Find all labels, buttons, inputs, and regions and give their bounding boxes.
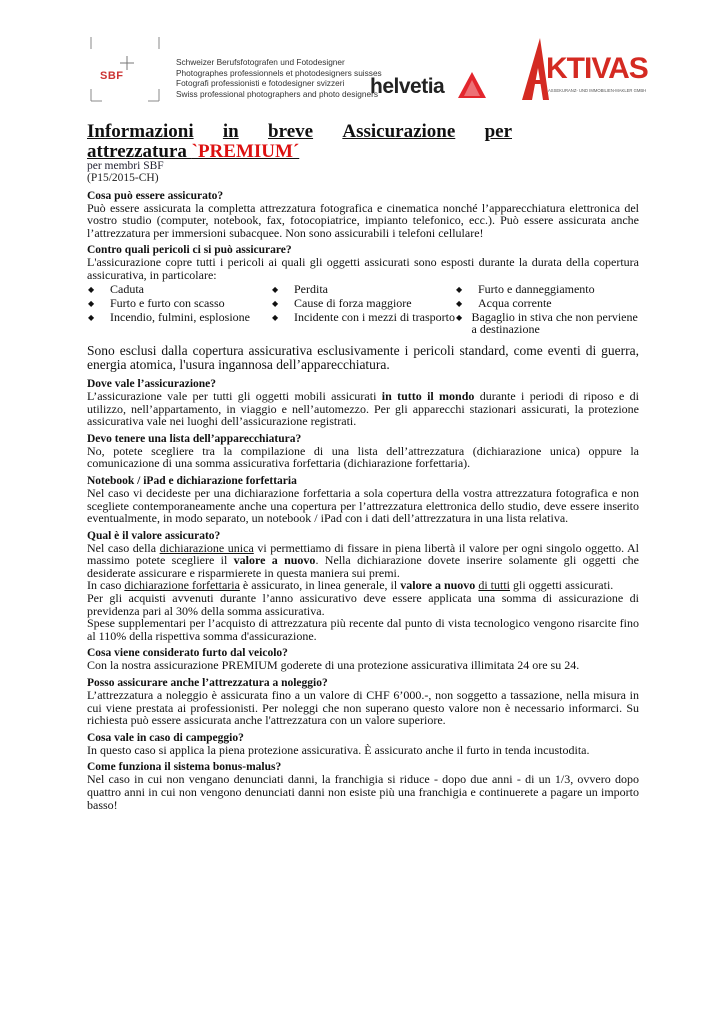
sbf-line-de: Schweizer Berufsfotografen und Fotodesigner bbox=[176, 57, 345, 67]
bullet-icon: ◆ bbox=[88, 284, 95, 294]
text-part: Nel caso della bbox=[87, 540, 160, 555]
list-item bbox=[271, 283, 455, 297]
text-bold: valore a nuovo bbox=[400, 578, 476, 593]
sbf-logo-text: SBF bbox=[100, 70, 124, 82]
sbf-association-names bbox=[176, 57, 382, 99]
helvetia-logo bbox=[370, 70, 488, 102]
list-item-text: Cause di forza maggiore bbox=[294, 295, 412, 310]
answer-camping: In questo caso si applica la piena protezione assicurativa. È assicurato anche il furto in tenda incustodita. bbox=[87, 742, 590, 757]
answer-where bbox=[87, 390, 639, 428]
document-body bbox=[87, 122, 639, 811]
sbf-line-it: Fotografi professionisti e fotodesigner svizzeri bbox=[176, 78, 345, 89]
question-where: Dove vale l’assicurazione? bbox=[87, 377, 217, 390]
answer-rent: L’attrezzatura a noleggio è assicurata fino a un valore di CHF 6’000.-, non soggetto a tassazione, nella misura in cui viene prestata ai professionisti. Per noleggi che non superano questo valore non è necessario informarci. Su richiesta può essere assicurata anche l'attrezzatura con un valore superiore. bbox=[87, 688, 639, 728]
question-rent: Posso assicurare anche l’attrezzatura a noleggio? bbox=[87, 677, 328, 690]
list-item-text: Acqua corrente bbox=[478, 295, 552, 310]
bullet-icon: ◆ bbox=[456, 312, 463, 322]
text-part: In caso bbox=[87, 578, 125, 593]
answer-where-part: durante i periodi di riposo e di utilizzo, nell’appartamento, in viaggio e nell’automezzo. Per gli apparecchi stazionari assicurati, la protezione assicurativa vale nei luoghi dell’assicurazione registrati. bbox=[87, 388, 639, 429]
question-list: Devo tenere una lista dell’apparecchiatura? bbox=[87, 432, 302, 445]
list-item-text: Furto e furto con scasso bbox=[110, 295, 225, 310]
answer-value-unique bbox=[87, 542, 639, 580]
aktivas-tagline: ASSEKURANZ- UND IMMOBILIEN-MAKLER GMBH bbox=[548, 88, 647, 93]
text-underlined: dichiarazione unica bbox=[159, 540, 254, 555]
helvetia-logo-text: helvetia bbox=[370, 75, 445, 98]
risk-column-2 bbox=[271, 283, 455, 336]
list-item bbox=[87, 283, 271, 297]
title-word: breve bbox=[268, 121, 314, 142]
answer-value-purchases: Per gli acquisti avvenuti durante l’anno assicurativo deve essere applicata una somma di assicurazione di previdenza pari al 30% della somma assicurativa. bbox=[87, 591, 639, 618]
sbf-logo bbox=[88, 33, 163, 105]
title-premium: `PREMIUM´ bbox=[191, 140, 300, 162]
bullet-icon: ◆ bbox=[88, 298, 95, 308]
list-item bbox=[87, 311, 271, 325]
answer-where-part: L’assicurazione vale per tutti gli oggetti mobili assicurati bbox=[87, 388, 382, 403]
title-word: per bbox=[484, 121, 512, 142]
risk-column-1 bbox=[87, 283, 271, 336]
exclusions-text: Sono esclusi dalla copertura assicurativa esclusivamente i pericoli standard, come eventi di guerra, energia atomica, l'usura ingannosa dell’apparecchiatura. bbox=[87, 342, 639, 373]
text-underlined: dichiarazione forfettaria bbox=[124, 578, 240, 593]
question-notebook: Notebook / iPad e dichiarazione forfettaria bbox=[87, 474, 297, 487]
list-item bbox=[455, 297, 639, 311]
question-vehicle: Cosa viene considerato furto dal veicolo? bbox=[87, 647, 288, 660]
sbf-line-en: Swiss professional photographers and photo designers bbox=[176, 88, 379, 99]
text-part: gli oggetti assicurati. bbox=[509, 578, 614, 593]
text-bold: valore a nuovo bbox=[233, 553, 316, 568]
document-code: (P15/2015-CH) bbox=[87, 171, 159, 184]
title-word: Assicurazione bbox=[342, 121, 456, 142]
bullet-icon: ◆ bbox=[88, 312, 95, 322]
risk-list bbox=[87, 283, 639, 336]
answer-where-emphasis: in tutto il mondo bbox=[381, 388, 475, 403]
list-item-text: Furto e danneggiamento bbox=[478, 281, 595, 296]
answer-bonus: Nel caso in cui non vengano denunciati danni, la franchigia si riduce - dopo due anni - di un 1/3, ovvero dopo quattro anni in cui non vengono denunciati danni non esiste più una franchigia e continuerete a pagare un importo basso! bbox=[87, 772, 639, 812]
list-item-text: Perdita bbox=[294, 281, 328, 296]
question-camping: Cosa vale in caso di campeggio? bbox=[87, 731, 244, 744]
question-bonus: Come funziona il sistema bonus-malus? bbox=[87, 761, 282, 774]
bullet-icon: ◆ bbox=[272, 284, 279, 294]
answer-vehicle: Con la nostra assicurazione PREMIUM goderete di una protezione assicurativa illimitata 24 ore su 24. bbox=[87, 658, 580, 673]
risk-column-3 bbox=[455, 283, 639, 336]
list-item bbox=[455, 311, 639, 336]
answer-what: Può essere assicurata la completta attrezzatura fotografica e cinematica nonché l’apparecchiatura elettronica del vostro studio (computer, notebook, fax, fotocopiatrice, impianto telefonico, ecc.). Può essere assicurata anche l’attrezzatura per immersioni subacquee. Non sono assicurabili i telefoni cellulare! bbox=[87, 200, 639, 240]
text-underlined: di tutti bbox=[478, 578, 510, 593]
list-item bbox=[271, 311, 455, 325]
sbf-line-fr: Photographes professionnels et photodesigners suisses bbox=[176, 67, 382, 78]
list-item-text: Bagaglio in stiva che non perviene a destinazione bbox=[471, 309, 638, 337]
text-part: vi permettiamo di fissare in piena libertà il valore per ogni singolo oggetto. Al massimo potete scegliere il bbox=[87, 540, 640, 568]
list-item-text: Incidente con i mezzi di trasporto bbox=[294, 309, 455, 324]
bullet-icon: ◆ bbox=[272, 312, 279, 322]
aktivas-logo bbox=[522, 38, 648, 110]
page-title-line1 bbox=[87, 122, 512, 142]
question-value: Qual è il valore assicurato? bbox=[87, 529, 221, 542]
answer-risks: L'assicurazione copre tutti i pericoli ai quali gli oggetti assicurati sono esposti durante la durata della copertura assicurativa, in particolare: bbox=[87, 255, 639, 282]
list-item bbox=[87, 297, 271, 311]
list-item bbox=[455, 283, 639, 297]
answer-notebook: Nel caso vi decideste per una dichiarazione forfettaria a sola copertura della vostra attrezzatura fotografica e non scegliete contemporaneamente anche una copertura per l’attrezzatura elettronica dello studio, deve essere inserito eventualmente, in modo separato, un notebook / iPad con i dati dell’attrezzatura in una lista relativa. bbox=[87, 485, 639, 526]
bullet-icon: ◆ bbox=[272, 298, 279, 308]
text-part: è assicurato, in linea generale, il bbox=[239, 578, 401, 593]
title-prefix: attrezzatura bbox=[87, 140, 192, 162]
page-title-line2 bbox=[87, 142, 639, 162]
question-risks: Contro quali pericoli ci si può assicurare? bbox=[87, 244, 292, 257]
bullet-icon: ◆ bbox=[456, 284, 463, 294]
question-what: Cosa può essere assicurato? bbox=[87, 189, 224, 202]
answer-list: No, potete scegliere tra la compilazione di una lista dell’attrezzatura (dichiarazione unica) oppure la comunicazione di una somma assicurativa forfettaria (dichiarazione forfettaria). bbox=[87, 443, 639, 471]
members-note: per membri SBF bbox=[87, 160, 164, 172]
list-item-text: Incendio, fulmini, esplosione bbox=[110, 309, 250, 324]
helvetia-triangle-icon bbox=[458, 72, 486, 98]
list-item-text: Caduta bbox=[110, 281, 144, 296]
text-part: . Nella dichiarazione dovete inserire solamente gli oggetti che desiderate assicurare e risparmierete in questa maniera sui premi. bbox=[87, 553, 639, 580]
title-word: in bbox=[222, 121, 239, 142]
answer-value-extra: Spese supplementari per l’acquisto di attrezzatura più recente dal punto di vista tecnologico vengono risarcite fino al 110% della rispettiva somma d'assicurazione. bbox=[87, 616, 639, 643]
title-word: Informazioni bbox=[87, 121, 194, 142]
list-item bbox=[271, 297, 455, 311]
bullet-icon: ◆ bbox=[456, 298, 463, 308]
aktivas-logo-text: KTIVAS bbox=[546, 52, 648, 85]
